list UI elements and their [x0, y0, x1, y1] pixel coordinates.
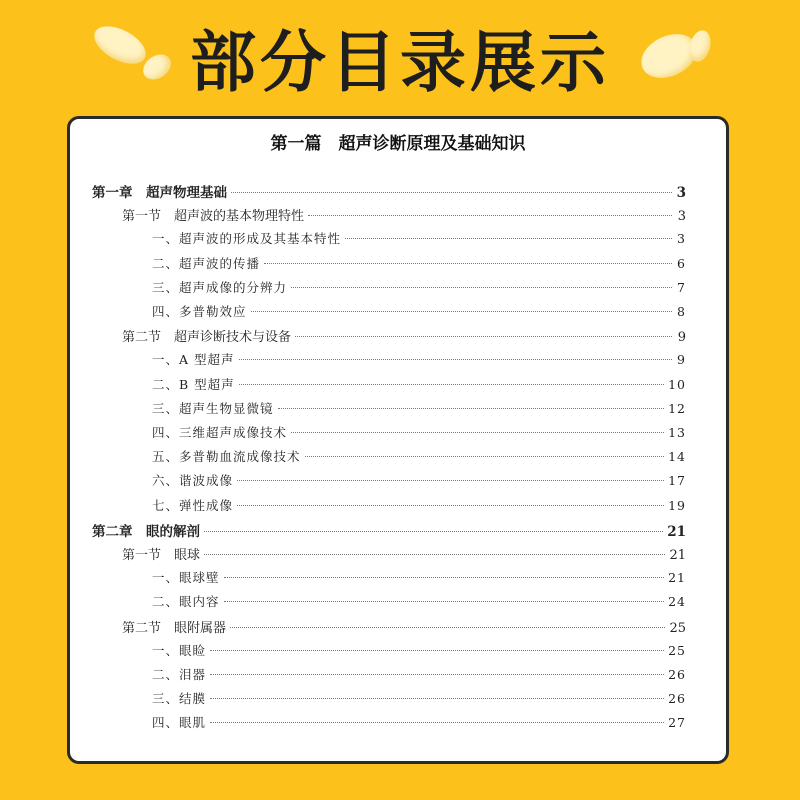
toc-entry-label: 三、超声成像的分辨力 — [152, 279, 288, 295]
toc-entry-page: 3 — [677, 231, 686, 247]
toc-entry-label: 四、多普勒效应 — [152, 304, 247, 319]
toc-entry-label: 第二节 超声诊断技术与设备 — [122, 330, 292, 346]
dot-leader — [210, 698, 664, 699]
toc-entry-page: 10 — [668, 376, 686, 392]
toc-entry-page: 13 — [668, 425, 686, 440]
toc-entry-chapter — [92, 520, 686, 544]
toc-entry-label: 第二节 眼附属器 — [122, 620, 227, 636]
toc-entry-section — [122, 544, 686, 568]
dot-leader — [291, 287, 672, 288]
toc-entry-item — [152, 229, 686, 253]
toc-entry-page: 9 — [677, 330, 686, 346]
toc-entry-item — [152, 689, 686, 713]
toc-entry-page: 21 — [667, 523, 686, 540]
toc-entry-item — [152, 278, 686, 302]
toc-entry-label: 五、多普勒血流成像技术 — [152, 449, 301, 465]
toc-entry-section — [122, 617, 686, 641]
toc-entry-item — [152, 399, 686, 423]
toc-entry-page: 3 — [676, 185, 686, 201]
toc-entry-item — [152, 254, 686, 278]
toc-entry-label: 第一章 超声物理基础 — [92, 185, 227, 201]
toc-entry-page: 25 — [668, 642, 686, 658]
dot-leader — [204, 531, 663, 532]
toc-entry-label: 六、谐波成像 — [152, 473, 234, 489]
toc-entry-label: 第一节 超声波的基本物理特性 — [122, 209, 305, 225]
toc-entry-section — [122, 326, 686, 350]
dot-leader — [264, 263, 672, 264]
toc-entry-item — [152, 375, 686, 399]
toc-entry-label: 四、三维超声成像技术 — [152, 425, 288, 440]
dot-leader — [224, 601, 665, 602]
toc-entry-label: 第二章 眼的解剖 — [92, 523, 200, 540]
toc-entry-page: 21 — [668, 570, 686, 586]
toc-entry-label: 三、结膜 — [152, 691, 207, 707]
toc-entry-page: 25 — [669, 620, 686, 636]
toc-entry-item — [152, 665, 686, 689]
toc-entry-section — [122, 205, 686, 229]
toc-entry-label: 第一节 眼球 — [122, 548, 201, 563]
toc-entry-page: 3 — [677, 209, 686, 225]
toc-entry-page: 21 — [669, 548, 686, 563]
dot-leader — [237, 480, 664, 481]
toc-entry-item — [152, 713, 686, 737]
toc-entry-page: 12 — [668, 400, 686, 416]
dot-leader — [210, 650, 664, 651]
toc-entry-chapter — [92, 181, 686, 205]
dot-leader — [224, 577, 665, 578]
toc-entry-label: 七、弹性成像 — [152, 497, 234, 513]
toc-entry-page: 7 — [677, 279, 686, 295]
banner-title: 部分目录展示 — [190, 24, 610, 101]
toc-entry-label: 二、B 型超声 — [152, 376, 235, 392]
dot-leader — [345, 238, 672, 239]
toc-entry-label: 二、超声波的传播 — [152, 255, 261, 271]
toc-entry-label: 二、泪器 — [152, 667, 207, 682]
toc-entry-label: 二、眼内容 — [152, 594, 220, 610]
toc-entry-page: 19 — [668, 497, 686, 513]
toc-entry-page: 14 — [668, 449, 686, 465]
toc-entry-label: 一、A 型超声 — [152, 352, 235, 368]
part-title: 第一篇 超声诊断原理及基础知识 — [270, 134, 526, 154]
toc-entry-page: 17 — [668, 473, 686, 489]
dot-leader — [239, 359, 672, 360]
toc-entry-page: 24 — [668, 594, 686, 610]
dot-leader — [291, 432, 664, 433]
dot-leader — [308, 215, 672, 216]
dot-leader — [204, 554, 665, 555]
toc-entry-label: 一、眼球壁 — [152, 570, 220, 586]
toc-entry-page: 6 — [677, 255, 686, 271]
toc-entry-label: 四、眼肌 — [152, 715, 207, 731]
dot-leader — [210, 674, 664, 675]
dot-leader — [210, 722, 664, 723]
toc-page — [67, 116, 729, 764]
toc-entry-page: 27 — [668, 715, 686, 731]
toc-entry-page: 9 — [677, 352, 686, 368]
dot-leader — [237, 505, 664, 506]
dot-leader — [305, 456, 665, 457]
dot-leader — [278, 408, 665, 409]
toc-entry-label: 三、超声生物显微镜 — [152, 400, 274, 416]
toc-entry-item — [152, 302, 686, 326]
dot-leader — [239, 384, 664, 385]
toc-entry-page: 26 — [668, 667, 686, 682]
toc-entry-page: 26 — [668, 691, 686, 707]
toc-entry-page: 8 — [677, 304, 686, 319]
toc-entry-item — [152, 423, 686, 447]
dot-leader — [230, 627, 665, 628]
toc-entry-label: 一、眼睑 — [152, 642, 207, 658]
toc-entry-item — [152, 641, 686, 665]
toc-entry-item — [152, 350, 686, 374]
toc-entry-item — [152, 496, 686, 520]
dot-leader — [231, 192, 672, 193]
toc-entry-label: 一、超声波的形成及其基本特性 — [152, 231, 342, 247]
toc-entry-item — [152, 471, 686, 495]
toc-entry-item — [152, 447, 686, 471]
toc-entry-item — [152, 592, 686, 616]
dot-leader — [295, 336, 672, 337]
dot-leader — [251, 311, 672, 312]
toc-entry-item — [152, 568, 686, 592]
